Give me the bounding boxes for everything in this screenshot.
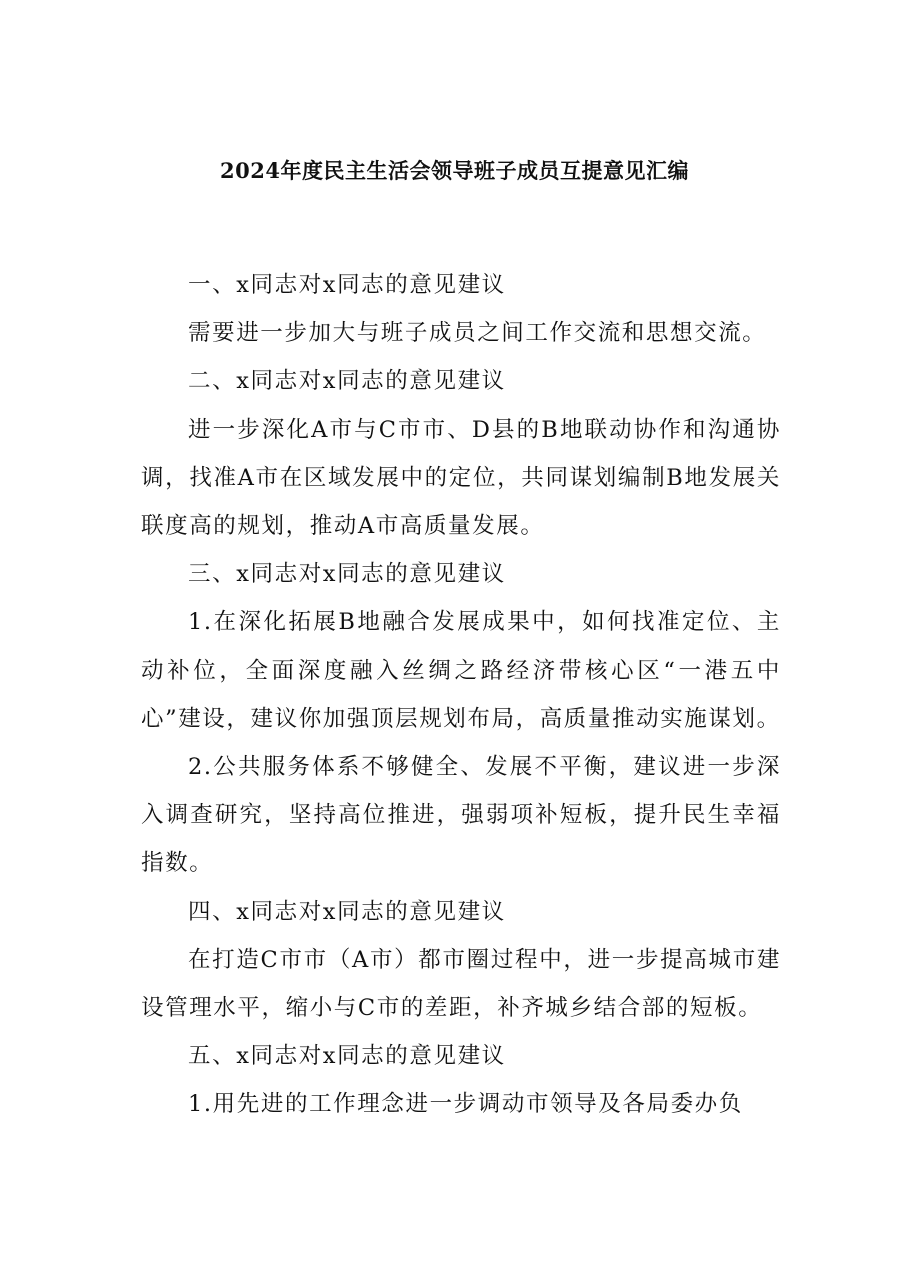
- section-1-paragraph-1: 需要进一步加大与班子成员之间工作交流和思想交流。: [188, 320, 767, 347]
- section-4-heading: 四、x同志对x同志的意见建议: [188, 898, 506, 925]
- section-3-heading: 三、x同志对x同志的意见建议: [188, 561, 506, 588]
- section-5-heading: 五、x同志对x同志的意见建议: [188, 1043, 506, 1070]
- section-2-heading: 二、x同志对x同志的意见建议: [188, 368, 506, 395]
- section-3-paragraph-1: 1.在深化拓展B地融合发展成果中，如何找准定位、主动补位，全面深度融入丝绸之路经济带核心区“一港五中心”建设，建议你加强顶层规划布局，高质量推动实施谋划。: [141, 609, 781, 732]
- section-1-heading: 一、x同志对x同志的意见建议: [188, 272, 506, 298]
- section-3-paragraph-2: 2.公共服务体系不够健全、发展不平衡，建议进一步深入调查研究，坚持高位推进，强弱项补短板，提升民生幸福指数。: [141, 754, 781, 877]
- document-title: 2024年度民主生活会领导班子成员互提意见汇编: [220, 158, 689, 183]
- section-2-paragraph-1: 进一步深化A市与C市市、D县的B地联动协作和沟通协调，找准A市在区域发展中的定位，共同谋划编制B地发展关联度高的规划，推动A市高质量发展。: [141, 416, 781, 540]
- section-4-paragraph-1: 在打造C市市（A市）都市圈过程中，进一步提高城市建设管理水平，缩小与C市的差距，补齐城乡结合部的短板。: [141, 946, 781, 1022]
- section-5-paragraph-1: 1.用先进的工作理念进一步调动市领导及各局委办负: [188, 1091, 743, 1118]
- document-body: [141, 261, 781, 1129]
